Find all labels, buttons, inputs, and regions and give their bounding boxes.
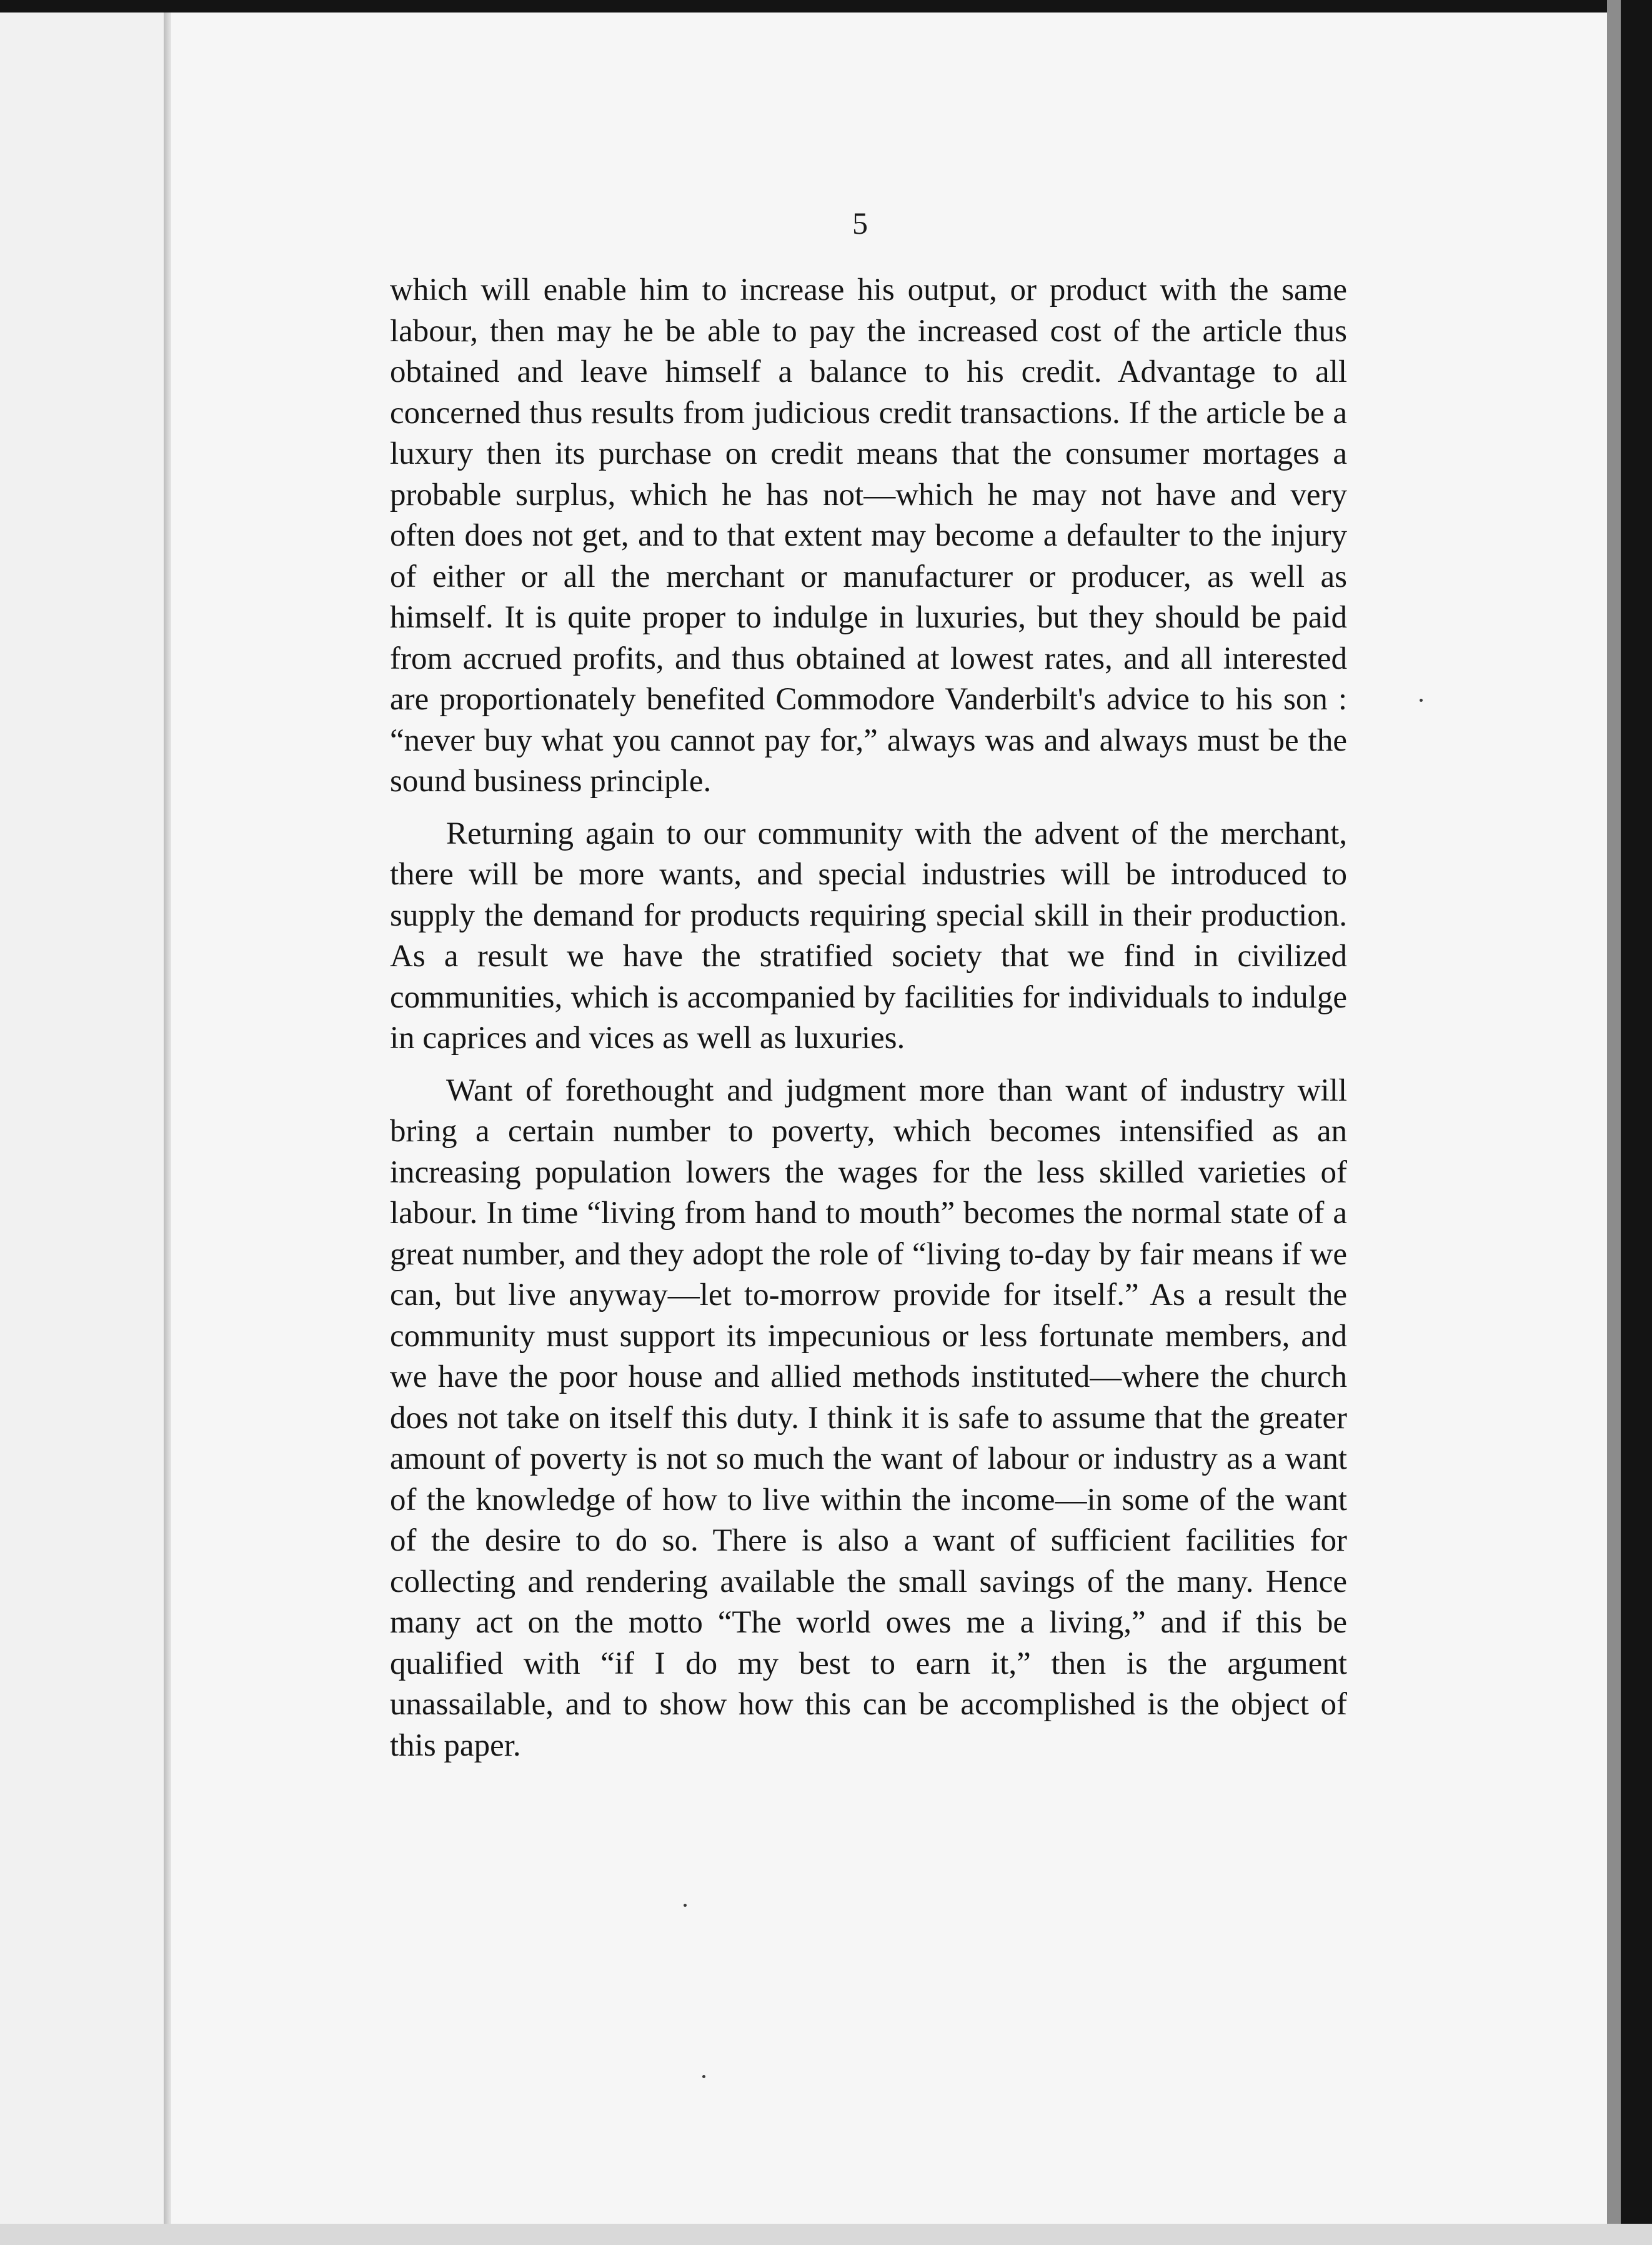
scan-border-right bbox=[1621, 0, 1652, 2245]
scan-border-top bbox=[0, 0, 1652, 12]
paragraph-poverty: Want of forethought and judgment more than want of industry will bring a certain number to poverty, which becomes intensified as an increasing population lowers the wages for the less skilled varieties of labour. In time “living from hand to mouth” becomes the normal state of a great number, and they adopt the role of “living to-day by fair means if we can, but live anyway—let to-morrow provide for itself.” As a result the community must support its impecunious or less fortunate members, and we have the poor house and allied methods instituted—where the church does not take on itself this duty. I think it is safe to assume that the greater amount of poverty is not so much the want of labour or industry as a want of the knowledge of how to live within the income—in some of the want of the desire to do so. There is also a want of sufficient facilities for collecting and rendering available the small savings of the many. Hence many act on the motto “The world owes me a living,” and if this be qualified with “if I do my best to earn it,” then is the argument unassailable, and to show how this can be accomplished is the object of this paper. bbox=[390, 1072, 1347, 1763]
book-gutter bbox=[164, 12, 171, 2224]
scan-border-bottom bbox=[0, 2224, 1652, 2245]
facing-page-edge bbox=[0, 12, 164, 2224]
scan-border-right-inner bbox=[1607, 0, 1621, 2245]
scan-speck bbox=[684, 1904, 687, 1907]
paragraph-merchant-advent: Returning again to our community with the advent of the merchant, there will be more wants, and special industries will be introduced to supply the demand for products requiring special skill in their production. As a result we have the stratified society that we find in civilized communities, which is accompanied by facilities for individuals to indulge in caprices and vices as well as luxuries. bbox=[390, 816, 1347, 1056]
scan-speck bbox=[702, 2075, 705, 2078]
scan-speck bbox=[1420, 699, 1423, 702]
page-number: 5 bbox=[852, 206, 868, 241]
paragraph-credit-transactions: which will enable him to increase his output, or product with the same labour, then may he be able to pay the increased cost of the article thus obtained and leave himself a balance to his credit. Advantage to all concerned thus results from judicious credit transactions. If the article be a luxury then its purchase on credit means that the consumer mortages a probable surplus, which he has not—which he may not have and very often does not get, and to that extent may become a defaulter to the injury of either or all the merchant or manufacturer or producer, as well as himself. It is quite proper to indulge in luxuries, but they should be paid from accrued profits, and thus obtained at lowest rates, and all interested are proportionately benefited Commodore Vanderbilt's advice to his son : “never buy what you cannot pay for,” always was and always must be the sound business principle. bbox=[390, 272, 1347, 799]
body-text bbox=[390, 270, 1347, 1778]
